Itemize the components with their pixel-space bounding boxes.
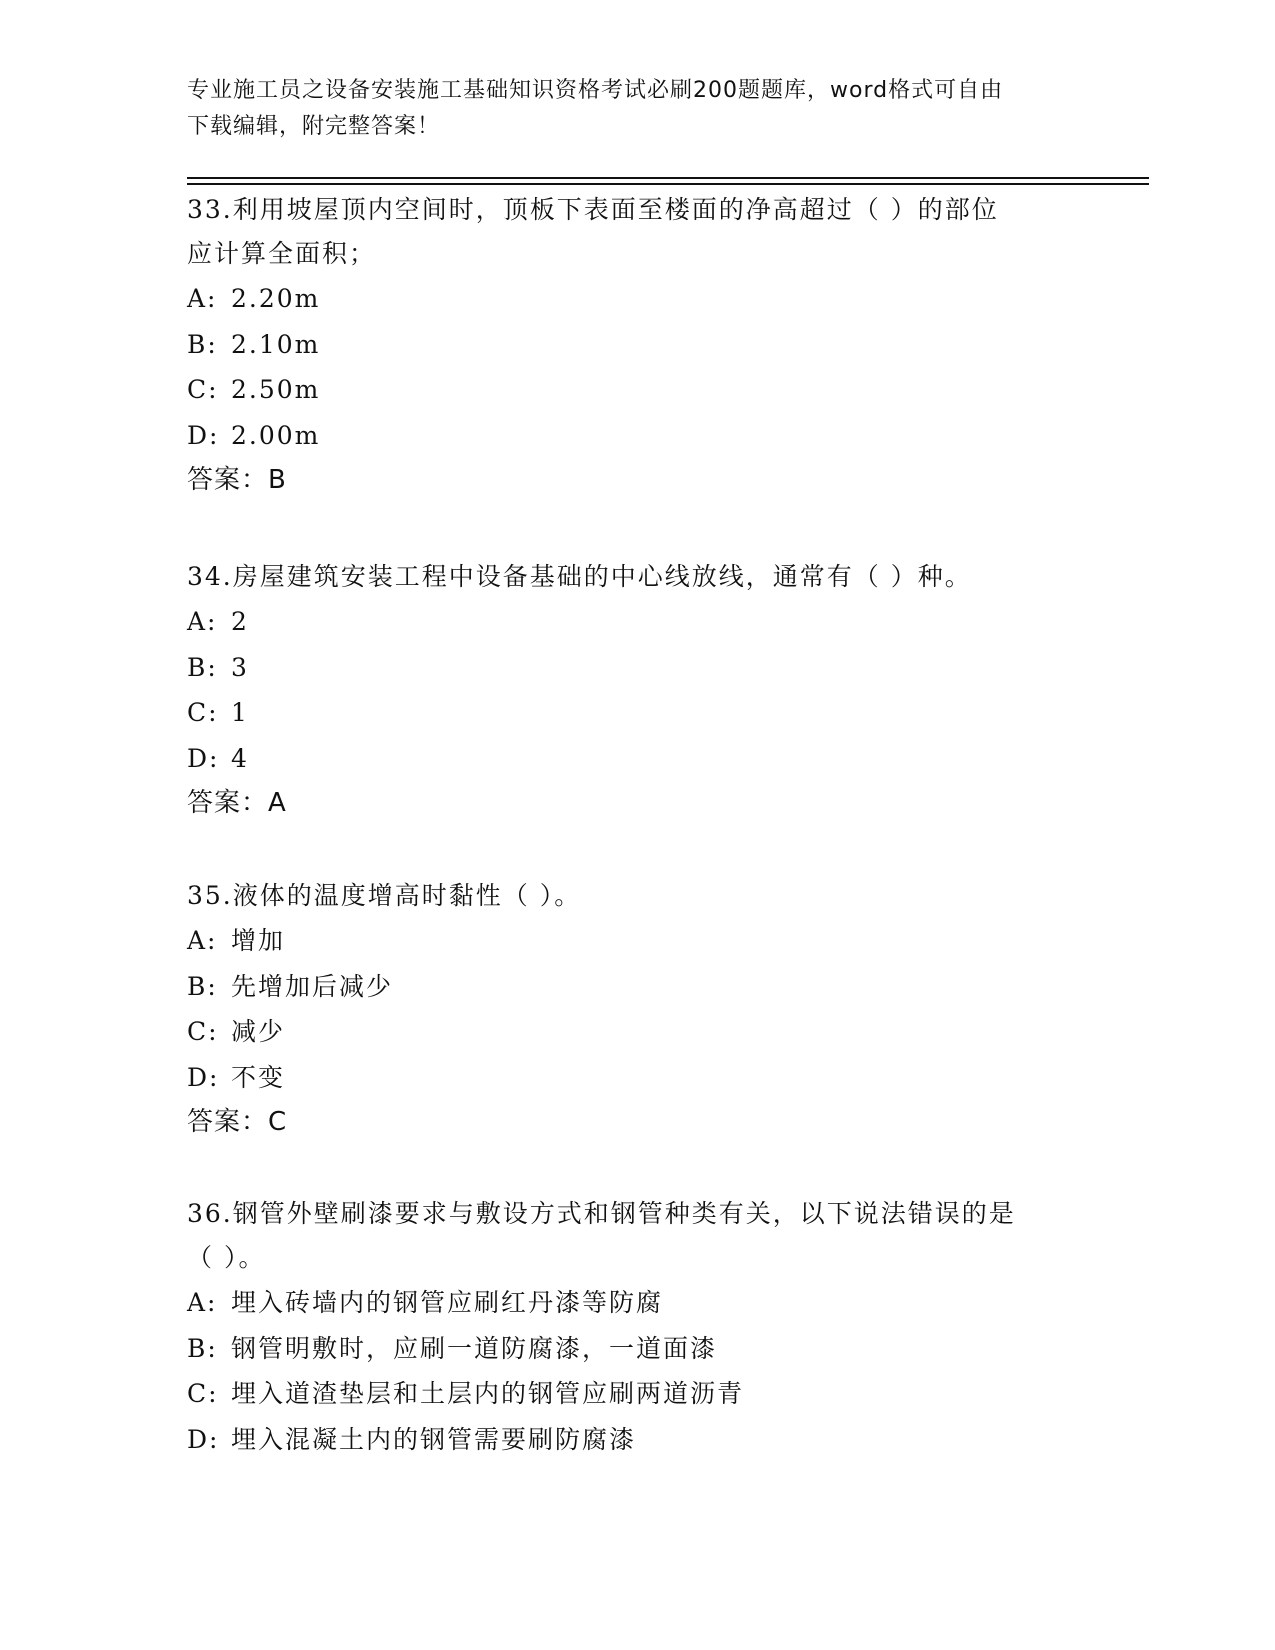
option-a xyxy=(187,599,1087,645)
option-label: B: xyxy=(187,329,218,359)
option-text: 埋入砖墙内的钢管应刷红丹漆等防腐 xyxy=(231,1288,664,1317)
option-b xyxy=(187,1326,1087,1372)
option-text: 减少 xyxy=(231,1017,286,1046)
option-label: B: xyxy=(187,652,218,682)
option-text: 钢管明敷时，应刷一道防腐漆，一道面漆 xyxy=(231,1333,718,1363)
option-c xyxy=(187,1371,1087,1417)
header-divider-top xyxy=(187,177,1149,179)
answer: 答案：A xyxy=(187,788,287,818)
question-stem: 34.房屋建筑安装工程中设备基础的中心线放线，通常有（ ）种。 xyxy=(187,562,972,591)
option-text: 4 xyxy=(231,743,249,773)
option-label: D: xyxy=(187,1424,220,1454)
option-label: A: xyxy=(187,284,218,313)
option-d xyxy=(187,413,1087,459)
document-header xyxy=(187,73,1087,145)
option-label: D: xyxy=(187,1062,220,1092)
option-label: C: xyxy=(187,375,219,404)
question-35 xyxy=(187,874,1087,1144)
option-label: A: xyxy=(187,926,218,955)
option-c xyxy=(187,367,1087,413)
option-label: C: xyxy=(187,698,219,727)
option-label: A: xyxy=(187,1288,218,1317)
option-text: 2 xyxy=(231,607,249,636)
option-text: 先增加后减少 xyxy=(231,971,394,1001)
question-stem-continued: 应计算全面积； xyxy=(187,239,377,268)
option-label: C: xyxy=(187,1379,219,1408)
question-stem: 35.液体的温度增高时黏性（ ）。 xyxy=(187,881,582,910)
header-line-1: 专业施工员之设备安装施工基础知识资格考试必刷200题题库，word格式可自由 xyxy=(187,78,1004,103)
question-34 xyxy=(187,555,1087,825)
answer: 答案：B xyxy=(187,465,287,495)
option-d xyxy=(187,1417,1087,1463)
question-36 xyxy=(187,1192,1087,1462)
option-text: 埋入道渣垫层和土层内的钢管应刷两道沥青 xyxy=(231,1379,745,1408)
option-text: 1 xyxy=(231,698,249,727)
option-text: 2.50m xyxy=(231,375,321,404)
option-text: 增加 xyxy=(231,926,286,955)
option-d xyxy=(187,736,1087,782)
option-text: 2.00m xyxy=(231,420,321,450)
option-d xyxy=(187,1055,1087,1101)
option-text: 2.10m xyxy=(231,329,321,359)
question-stem: 33.利用坡屋顶内空间时，顶板下表面至楼面的净高超过（ ）的部位 xyxy=(187,195,999,224)
option-label: B: xyxy=(187,971,218,1001)
option-text: 3 xyxy=(231,652,249,682)
answer: 答案：C xyxy=(187,1107,288,1137)
option-a xyxy=(187,1280,1087,1326)
option-text: 2.20m xyxy=(231,284,321,313)
header-line-2: 下载编辑，附完整答案！ xyxy=(187,114,441,139)
option-label: A: xyxy=(187,607,218,636)
option-c xyxy=(187,1009,1087,1055)
option-label: D: xyxy=(187,743,220,773)
option-b xyxy=(187,322,1087,368)
option-label: C: xyxy=(187,1017,219,1046)
option-b xyxy=(187,964,1087,1010)
question-33 xyxy=(187,188,1087,502)
header-divider-bottom xyxy=(187,183,1149,185)
question-stem-continued: （ ）。 xyxy=(187,1243,266,1272)
question-stem: 36.钢管外壁刷漆要求与敷设方式和钢管种类有关，以下说法错误的是 xyxy=(187,1199,1016,1228)
option-a xyxy=(187,918,1087,964)
option-c xyxy=(187,690,1087,736)
option-label: B: xyxy=(187,1333,218,1363)
option-label: D: xyxy=(187,420,220,450)
option-text: 不变 xyxy=(231,1062,286,1092)
option-text: 埋入混凝土内的钢管需要刷防腐漆 xyxy=(231,1424,637,1454)
option-b xyxy=(187,645,1087,691)
option-a xyxy=(187,276,1087,322)
